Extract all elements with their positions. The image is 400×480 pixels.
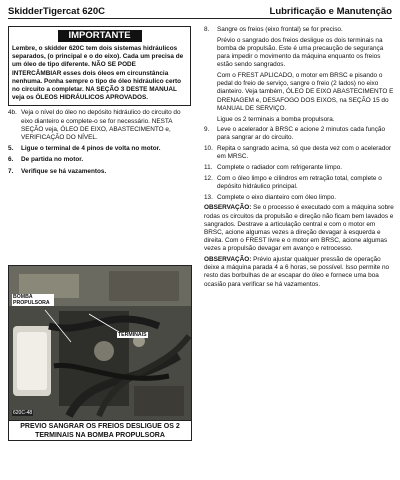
step-11 bbox=[204, 164, 394, 172]
important-text: Lembre, o skidder 620C tem dois sistemas hidráulicos separados, (o principal e o do eixo). Cada um precisa de um óleo de tipo diferente. NÃO SE PODE INTERCÂMBIAR esses dois óleos em circunstância nenhuma. Ponha sempre o tipo de óleo hidráulico certo no circuito a completar. NA SEÇÃO 3 DESTE MANUAL veja os ÓLEOS HIDRÁULICOS APROVADOS. bbox=[12, 45, 184, 102]
important-title: IMPORTANTE bbox=[58, 30, 142, 42]
step-number: 8. bbox=[204, 26, 210, 33]
step-8-paragraph-1: Prévio o sangrado dos freios desligue os dois terminais na bomba de propulsão. Este é uma precaução de segurança para impedir o movimento da máquina enquanto os freios estão sendo sangrados. bbox=[217, 36, 384, 69]
step-text: Complete o eixo dianteiro com óleo limpo. bbox=[217, 193, 336, 201]
terminals-label: TERMINAIS bbox=[118, 332, 147, 338]
important-notice bbox=[8, 26, 191, 106]
step-text: Veja o nível do óleo no depósito hidráulico do circuito do eixo dianteiro e complete-o se for necessário. NESTA SEÇÃO veja, ÓLEO DE EIXO, ABASTECIMENTO e, VERIFICAÇÃO DO NÍVEL. bbox=[21, 109, 181, 142]
step-12 bbox=[204, 175, 394, 191]
observation-text: Se o processo é executado com a máquina sobre rodas os circuitos da propulsão e direção não ficam bem lavados e sangrados. Destrave a articulação central e com o motor em BRSC, acione algumas vezes a direção devagar à esquerda e direita. Com o FREST livre e o motor em BRSC, acione algumas vezes a propulsão devagar em avanço e retrocesso. bbox=[204, 204, 394, 253]
step-text: Verifique se há vazamentos. bbox=[21, 167, 107, 175]
step-text: Com o óleo limpo e cilindros em retração total, complete o depósito hidráulico principal. bbox=[217, 174, 382, 190]
step-text: Sangre os freios (eixo frontal) se for preciso. bbox=[217, 26, 343, 33]
observation-label: OBSERVAÇÃO: bbox=[204, 256, 252, 264]
step-text: Ligue o terminal de 4 pinos de volta no motor. bbox=[21, 145, 161, 153]
step-number: 10. bbox=[204, 145, 213, 153]
step-number: 9. bbox=[204, 126, 210, 134]
header-section: Lubrificação e Manutenção bbox=[269, 6, 392, 17]
step-10 bbox=[204, 145, 394, 161]
step-13 bbox=[204, 194, 394, 202]
observation-1 bbox=[204, 204, 394, 253]
step-number: 6. bbox=[8, 156, 14, 164]
step-8-paragraph-3: Ligue os 2 terminais a bomba propulsora. bbox=[217, 115, 335, 123]
header-model: SkidderTigercat 620C bbox=[8, 6, 105, 17]
pump-label: BOMBA PROPULSORA bbox=[12, 294, 54, 306]
step-text: Complete o radiador com refrigerante limpo. bbox=[217, 164, 343, 172]
step-number: 4b. bbox=[8, 109, 17, 117]
left-column bbox=[8, 26, 193, 176]
observation-label: OBSERVAÇÃO: bbox=[204, 204, 252, 212]
step-4b bbox=[8, 109, 193, 142]
pump-photo-illustration bbox=[9, 266, 192, 441]
step-number: 7. bbox=[8, 167, 14, 175]
page-header bbox=[8, 5, 392, 19]
step-number: 5. bbox=[8, 145, 14, 153]
photo-caption: PREVIO SANGRAR OS FREIOS DESLIGUE OS 2 TERMINAIS NA BOMBA PROPULSORA bbox=[9, 420, 191, 440]
step-number: 13. bbox=[204, 193, 213, 201]
step-5 bbox=[8, 145, 193, 153]
step-9 bbox=[204, 126, 394, 142]
step-number: 11. bbox=[204, 164, 213, 172]
observation-text: Prévio ajustar qualquer pressão de operação deixe a máquina parada 4 a 6 horas, se possível. Isso permite no resto das borbulhas de ar escapar do óleo e fornece uma boa ocasião para verificar se há vazamentos. bbox=[204, 256, 390, 288]
step-text: Repita o sangrado acima, só que desta vez com o acelerador em MRSC. bbox=[217, 145, 392, 161]
step-text: De partida no motor. bbox=[21, 156, 84, 164]
step-number: 12. bbox=[204, 174, 213, 182]
step-8 bbox=[204, 26, 394, 34]
right-column bbox=[204, 26, 394, 289]
step-7 bbox=[8, 168, 193, 176]
step-8-paragraph-2: Com o FREST APLICADO, o motor em BRSC e pisando o pedal do freio de serviço, sangre o freio (2 lados) no eixo dianteiro. Veja também, ÓLEO DE EIXO ABASTECIMENTO E DRENAGEM e, DESAFOGO DOS EIXOS, na SEÇÃO 15 do MANUAL DE SERVIÇO. bbox=[217, 72, 394, 112]
propulsion-pump-photo bbox=[8, 265, 192, 441]
step-text: Leve o acelerador à BRSC e acione 2 minutos cada função para sangrar ar do circuito. bbox=[217, 126, 386, 142]
step-6 bbox=[8, 156, 193, 164]
photo-id: 620C-48 bbox=[13, 410, 33, 416]
observation-2 bbox=[204, 256, 394, 289]
